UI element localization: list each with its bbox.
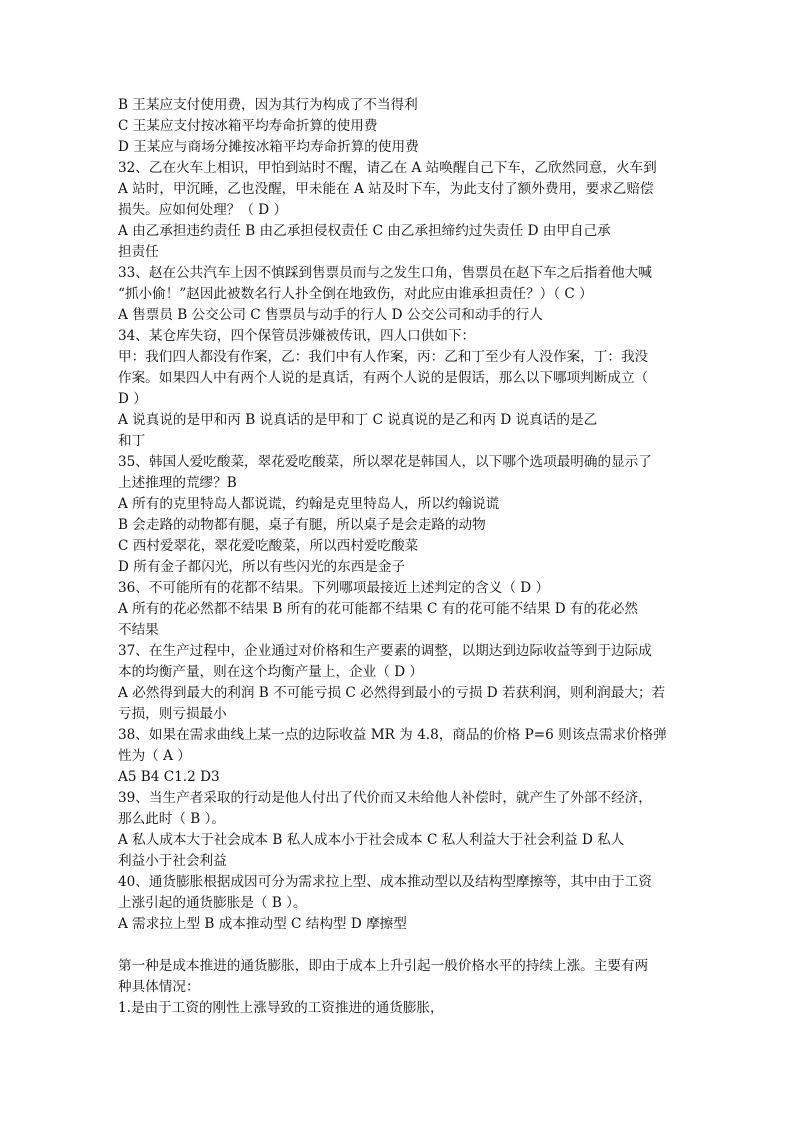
options-line: A 由乙承担违约责任 B 由乙承担侵权责任 C 由乙承担缔约过失责任 D 由甲自己承 — [118, 223, 611, 239]
paragraph-line: 第一种是成本推进的通货膨胀，即由于成本上升引起一般价格水平的持续上涨。主要有两 — [118, 958, 649, 974]
text-line: 上涨引起的通货膨胀是（ B ）。 — [118, 895, 307, 911]
text-line: 甲：我们四人都没有作案，乙：我们中有人作案，丙：乙和丁至少有人没作案，丁：我没 — [118, 349, 649, 365]
options-line: A 私人成本大于社会成本 B 私人成本小于社会成本 C 私人利益大于社会利益 D 私人 — [118, 832, 625, 848]
question-35-line: 35、韩国人爱吃酸菜，翠花爱吃酸菜，所以翠花是韩国人，以下哪个选项最明确的显示了 — [118, 454, 652, 470]
text-line: 不结果 — [118, 622, 159, 638]
text-line: C 王某应支付按冰箱平均寿命折算的使用费 — [118, 118, 378, 134]
question-40-line: 40、通货膨胀根据成因可分为需求拉上型、成本推动型以及结构型摩擦等，其中由于工资 — [118, 874, 652, 890]
text-line: 和丁 — [118, 433, 146, 449]
text-line: 作案。如果四人中有两个人说的是真话，有两个人说的是假话，那么以下哪项判断成立（ — [118, 370, 649, 386]
text-line: A 站时，甲沉睡，乙也没醒，甲未能在 A 站及时下车，为此支付了额外费用，要求乙赔偿 — [118, 181, 654, 197]
text-line: D ） — [118, 391, 147, 407]
text-line: 本的均衡产量，则在这个均衡产量上，企业（ D ） — [118, 664, 424, 680]
options-line: A5 B4 C1.2 D3 — [118, 769, 220, 785]
option-line: A 所有的克里特岛人都说谎，约翰是克里特岛人，所以约翰说谎 — [118, 496, 500, 512]
question-36-line: 36、不可能所有的花都不结果。下列哪项最接近上述判定的含义（ D ） — [118, 580, 550, 596]
text-line: 上述推理的荒缪？B — [118, 475, 237, 491]
options-line: A 所有的花必然都不结果 B 所有的花可能都不结果 C 有的花可能不结果 D 有的花必然 — [118, 601, 638, 617]
option-line: B 会走路的动物都有腿，桌子有腿，所以桌子是会走路的动物 — [118, 517, 486, 533]
option-line: D 所有金子都闪光，所以有些闪光的东西是金子 — [118, 559, 406, 575]
text-line: 利益小于社会利益 — [118, 853, 227, 869]
text-line: 那么此时（ B ）。 — [118, 811, 225, 827]
question-32-line: 32、乙在火车上相识，甲怕到站时不醒，请乙在 A 站唤醒自己下车，乙欣然同意，火车到 — [118, 160, 657, 176]
option-line: C 西村爱翠花，翠花爱吃酸菜，所以西村爱吃酸菜 — [118, 538, 419, 554]
question-37-line: 37、在生产过程中，企业通过对价格和生产要素的调整，以期达到边际收益等到于边际成 — [118, 643, 652, 659]
blank-line — [118, 935, 678, 956]
text-line: “抓小偷！”赵因此被数名行人扑全倒在地致伤，对此应由谁承担责任？）（ C ） — [118, 286, 593, 302]
paragraph-line: 1.是由于工资的刚性上涨导致的工资推进的通货膨胀， — [118, 1000, 444, 1016]
question-38-line: 38、如果在需求曲线上某一点的边际收益 MR 为 4.8，商品的价格 P=6 则该点需求价格弹 — [118, 727, 667, 743]
options-line: A 需求拉上型 B 成本推动型 C 结构型 D 摩擦型 — [118, 916, 407, 932]
question-39-line: 39、当生产者采取的行动是他人付出了代价而又未给他人补偿时，就产生了外部不经济， — [118, 790, 652, 806]
options-line: A 必然得到最大的利润 B 不可能亏损 C 必然得到最小的亏损 D 若获利润，则利润最大；若 — [118, 685, 666, 701]
text-line: 损失。应如何处理？（ D ） — [118, 202, 288, 218]
text-line: B 王某应支付使用费，因为其行为构成了不当得利 — [118, 97, 418, 113]
text-line: 担责任 — [118, 244, 159, 260]
question-33-line: 33、赵在公共汽车上因不慎踩到售票员而与之发生口角，售票员在赵下车之后指着他大喊 — [118, 265, 652, 281]
question-34-line: 34、某仓库失窃，四个保管员涉嫌被传讯，四人口供如下： — [118, 328, 476, 344]
text-line: D 王某应与商场分摊按冰箱平均寿命折算的使用费 — [118, 139, 419, 155]
document-page — [118, 95, 678, 1019]
options-line: A 售票员 B 公交公司 C 售票员与动手的行人 D 公交公司和动手的行人 — [118, 307, 543, 323]
options-line: A 说真说的是甲和丙 B 说真话的是甲和丁 C 说真说的是乙和丙 D 说真话的是乙 — [118, 412, 598, 428]
text-line: 性为（ A ） — [118, 748, 191, 764]
paragraph-line: 种具体情况： — [118, 979, 200, 995]
text-line: 亏损，则亏损最小 — [118, 706, 227, 722]
